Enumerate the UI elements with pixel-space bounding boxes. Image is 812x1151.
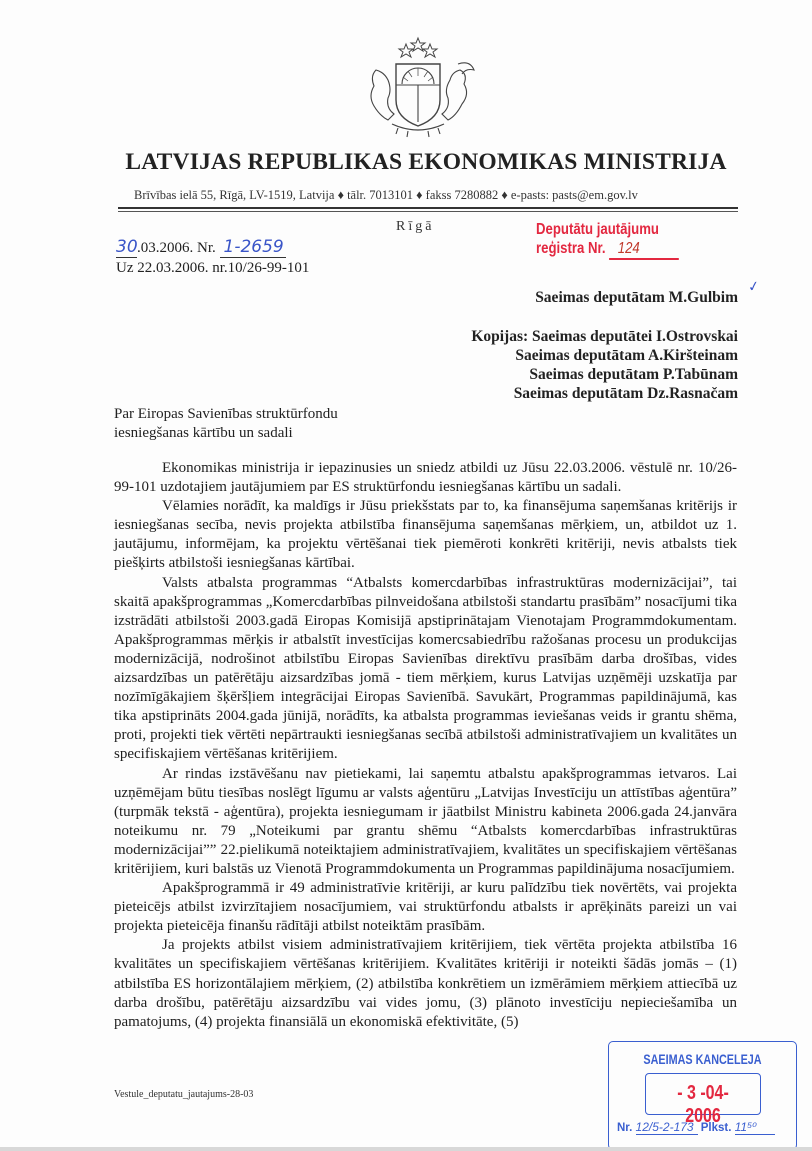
stamp-nr-value: 12/5-2-173 — [636, 1120, 698, 1135]
body-paragraph: Apakšprogrammā ir 49 administratīvie kritēriji, ar kuru palīdzību tiek novērtēts, vai projekta pieteicējs atbilst izvirzītajiem nosacījumiem, vai struktūrfondu atbalsts ir aprēķināts pareizi un vai projekta pieteicēja finanšu rādītāji atbilst noteiktām prasībām. — [114, 880, 737, 935]
registry-stamp-line1: Deputātu jautājumu — [536, 221, 659, 238]
stamp-date: - 3 -04- 2006 — [677, 1082, 729, 1127]
registry-stamp-line2: reģistra Nr. — [536, 240, 606, 257]
registry-number: 124 — [609, 239, 679, 260]
saeima-chancery-stamp — [608, 1041, 797, 1150]
reference-line: Uz 22.03.2006. nr.10/26-99-101 — [116, 260, 310, 276]
letter-date-number — [116, 237, 286, 258]
body-paragraph: Vēlamies norādīt, ka maldīgs ir Jūsu priekšstats par to, ka finansējuma saņemšanas kritērijs ir iesniegšanas secība, nevis projekta atbilstība finansējuma saņemšanas mērķiem, un, atbildot uz 1. jautājumu, informējam, ka projektu vērtēšanai tiek piemēroti konkrēti kritēriji, nevis atbalsts tiek piešķirts atbilstoši iesniegšanas kārtībai. — [114, 498, 737, 572]
body-paragraph: Ar rindas izstāvēšanu nav pietiekami, lai saņemtu atbalstu apakšprogrammas ietvaros. Lai uzņēmējam būtu tiesības noslēgt līgumu ar valsts aģentūru „Latvijas Investīciju un attīstības aģentūra” (turpmāk tekstā - aģentūra), projekta iesniegumam ir jāatbilst Ministru kabineta 2006.gada 24.janvāra noteikumu nr. 79 „Noteikumi par grantu shēmu “Atbalsts komercdarbības infrastruktūras modernizācijai”” 22.pielikumā noteiktajiem administratīvajiem, kvalitātes un specifiskajiem vērtēšanas kritērijiem, kuri balstās uz Vienotā Programmdokumenta un Programmas papildinājuma nosacījumiem. — [114, 765, 737, 877]
header-rule-thin — [118, 211, 738, 212]
copy-recipient: Saeimas deputātam P.Tabūnam — [529, 366, 738, 383]
footer-filename: Vestule_deputatu_jautajums-28-03 — [114, 1089, 254, 1100]
subject-line: iesniegšanas kārtību un sadali — [114, 425, 293, 441]
ministry-name: LATVIJAS REPUBLIKAS EKONOMIKAS MINISTRIJA — [125, 149, 727, 175]
registry-stamp — [536, 220, 679, 260]
header-rule — [118, 207, 738, 209]
letter-subject — [114, 405, 338, 443]
handwritten-day: 30 — [116, 237, 138, 257]
stamp-number-line — [617, 1120, 775, 1135]
handwritten-letter-number: 1-2659 — [220, 237, 286, 258]
copy-recipient: Saeimas deputātam A.Kiršteinam — [515, 347, 738, 364]
checkmark-icon: ✓ — [746, 278, 762, 296]
ministry-address: Brīvības ielā 55, Rīgā, LV-1519, Latvija ♦ tālr. 7013101 ♦ fakss 7280882 ♦ e-pasts: pasts@em.gov.lv — [134, 188, 638, 202]
coat-of-arms-icon — [358, 30, 478, 140]
copy-recipient: Kopijas: Saeimas deputātei I.Ostrovskai — [471, 328, 738, 345]
date-rest: .03.2006. Nr. — [137, 240, 216, 256]
copy-recipient: Saeimas deputātam Dz.Rasnačam — [513, 385, 738, 402]
subject-line: Par Eiropas Savienības struktūrfondu — [114, 406, 338, 422]
stamp-nr-label: Nr. — [617, 1122, 633, 1134]
stamp-time-label: Plkst. — [700, 1122, 732, 1134]
recipients — [471, 288, 738, 403]
letter-body — [114, 459, 737, 1032]
place-of-issue: Rīgā — [396, 219, 435, 234]
stamp-time-value: 11⁵⁰ — [735, 1120, 775, 1135]
stamp-title: SAEIMAS KANCELEJA — [643, 1052, 762, 1067]
body-paragraph: Ja projekts atbilst visiem administratīvajiem kritērijiem, tiek vērtēta projekta atbilstība 16 kvalitātes un specifiskajiem vērtēšanas kritērijiem. Kvalitātes kritēriji ir noteikti šādās jomās – (1) atbilstība ES horizontālajiem mērķiem, (2) atbilstība konkrētiem un izmērāmiem mērķiem attiecībā uz darba drošību, patērētāju aizsardzību vai vides jomu, (3) plānoto investīciju nepieciešamība un pamatojums, (4) projekta finansiālā un ekonomiskā efektivitāte, (5) — [114, 937, 737, 1030]
main-recipient: Saeimas deputātam M.Gulbim — [535, 289, 738, 306]
body-paragraph: Ekonomikas ministrija ir iepazinusies un sniedz atbildi uz Jūsu 22.03.2006. vēstulē nr. 10/26-99-101 uzdotajiem jautājumiem par ES struktūrfondu iesniegšanas kārtību un sadali. — [114, 460, 737, 496]
body-paragraph: Valsts atbalsta programmas “Atbalsts komercdarbības infrastruktūras modernizācijai”, tai skaitā apakšprogrammas „Komercdarbības pilnveidošana atbilstoši standartu prasībām” nosacījumi tika izstrādāti atbilstoši 2003.gadā Eiropas Komisijā apstiprinātajam Vienotajam Programmdokumentam. Apakšprogrammas mērķis ir atbalstīt investīcijas komercsabiedrību ražošanas procesu un produkcijas modernizācijā, nodrošinot atbilstību Eiropas Savienības direktīvu prasībām darba drošības, vides aizsardzības un patērētāju aizsardzības jomā - tiem mērķiem, kurus Latvijas uzņēmēji uzskatīja par nozīmīgākajiem šķēršļiem integrācijai Eiropas Savienībā. Savukārt, Programmas papildinājumā, kas tika apstiprināts 2004.gada jūnijā, norādīts, ka atbalsta programmas ieviešanas veids ir grantu shēma, proti, projekti tiek vērtēti nepārtraukti iesniegšanas secībā atbilstoši administratīvajiem un kvalitātes un specifiskajiem vērtēšanas kritērijiem. — [114, 574, 737, 763]
